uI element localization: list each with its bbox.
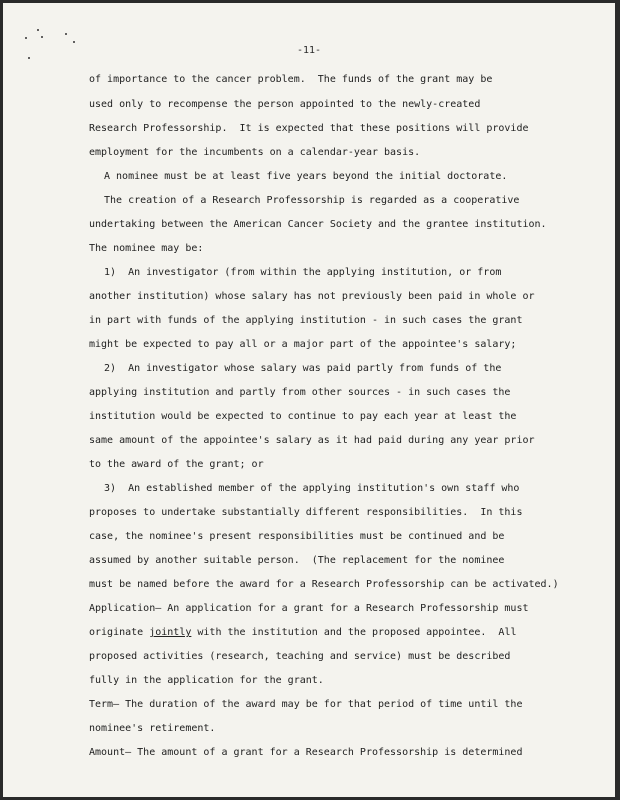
text-line xyxy=(89,627,516,639)
text-line: 2) An investigator whose salary was paid partly from funds of the xyxy=(104,363,502,374)
speck xyxy=(25,37,27,39)
page-number: -11- xyxy=(296,45,322,56)
text-line: undertaking between the American Cancer Society and the grantee institution. xyxy=(89,219,547,230)
text-line: assumed by another suitable person. (The replacement for the nominee xyxy=(89,555,505,566)
text-line: proposed activities (research, teaching and service) must be described xyxy=(89,651,511,662)
text-line: 1) An investigator (from within the applying institution, or from xyxy=(104,267,502,278)
text-line: Application— An application for a grant for a Research Professorship must xyxy=(89,603,529,614)
text-line: might be expected to pay all or a major part of the appointee's salary; xyxy=(89,339,517,350)
speck xyxy=(41,36,43,38)
speck xyxy=(65,33,67,35)
text-line: applying institution and partly from other sources - in such cases the xyxy=(89,387,511,398)
text-line: Term— The duration of the award may be for that period of time until the xyxy=(89,699,523,710)
text-segment: with the institution and the proposed appointee. All xyxy=(191,627,517,638)
speck xyxy=(37,29,39,31)
text-line: in part with funds of the applying institution - in such cases the grant xyxy=(89,315,523,326)
text-line: Amount— The amount of a grant for a Research Professorship is determined xyxy=(89,747,523,758)
text-line: 3) An established member of the applying institution's own staff who xyxy=(104,483,520,494)
document-page xyxy=(3,3,615,797)
text-line: Research Professorship. It is expected that these positions will provide xyxy=(89,123,529,134)
text-line: employment for the incumbents on a calendar-year basis. xyxy=(89,147,421,158)
text-line: must be named before the award for a Research Professorship can be activated.) xyxy=(89,579,559,590)
text-segment: originate xyxy=(89,627,150,638)
text-line: institution would be expected to continue to pay each year at least the xyxy=(89,411,517,422)
text-line: to the award of the grant; or xyxy=(89,459,264,470)
text-line: case, the nominee's present responsibilities must be continued and be xyxy=(89,531,505,542)
text-line: fully in the application for the grant. xyxy=(89,675,324,686)
text-line: another institution) whose salary has not previously been paid in whole or xyxy=(89,291,535,302)
text-line: nominee's retirement. xyxy=(89,723,216,734)
speck xyxy=(73,41,75,43)
speck xyxy=(28,57,30,59)
text-line: proposes to undertake substantially different responsibilities. In this xyxy=(89,507,523,518)
text-line: The nominee may be: xyxy=(89,243,204,254)
text-line: A nominee must be at least five years beyond the initial doctorate. xyxy=(104,171,508,182)
underlined-word: jointly xyxy=(149,627,192,638)
text-line: same amount of the appointee's salary as it had paid during any year prior xyxy=(89,435,535,446)
text-line: of importance to the cancer problem. The funds of the grant may be xyxy=(89,74,493,85)
text-line: The creation of a Research Professorship is regarded as a cooperative xyxy=(104,195,520,206)
text-line: used only to recompense the person appointed to the newly-created xyxy=(89,99,481,110)
